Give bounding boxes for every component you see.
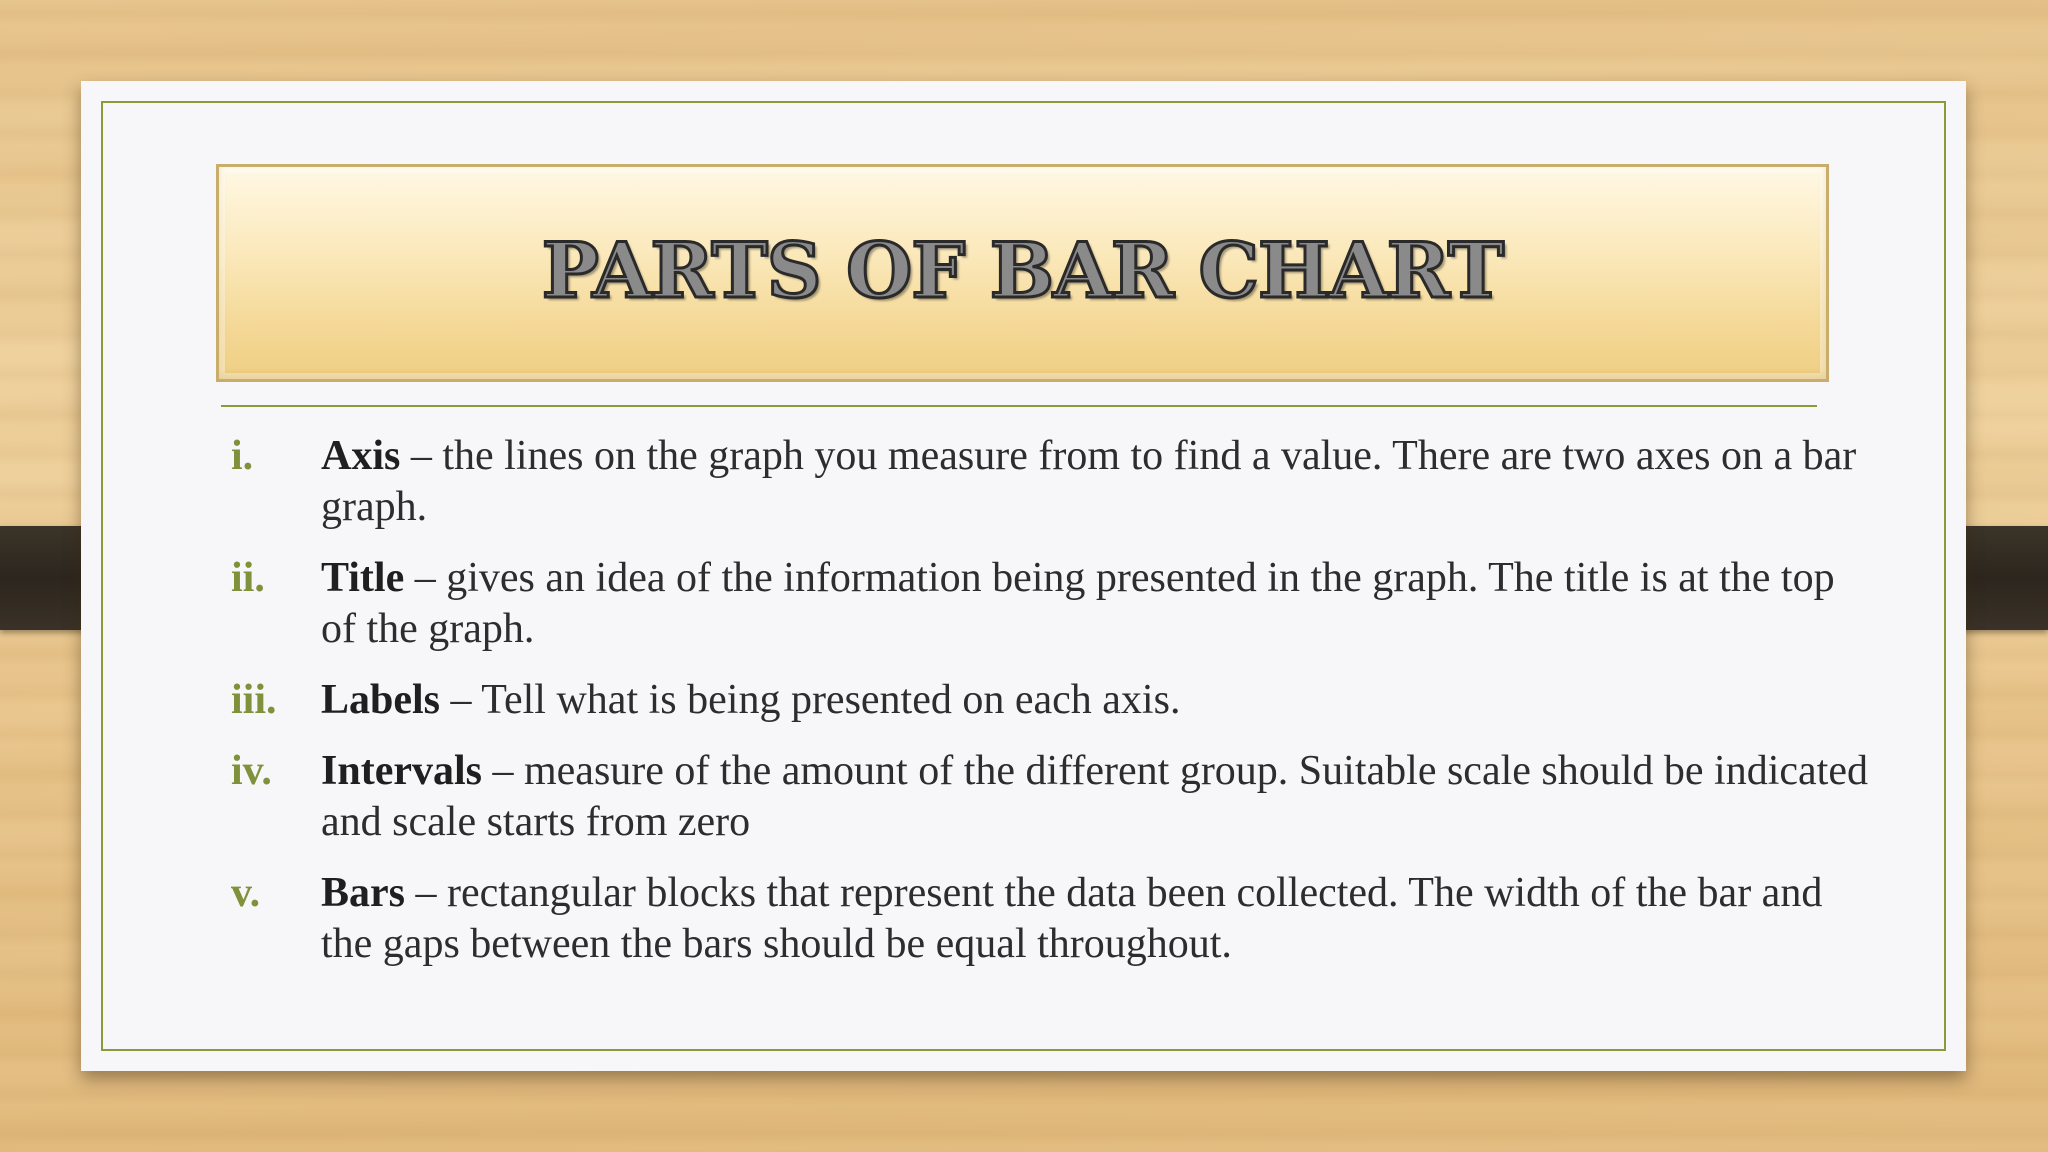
list-item-term: Bars [321,870,405,916]
list-item-body [321,553,1871,655]
bullet-list [231,431,1871,990]
slide-title: PARTS OF BAR CHART [541,225,1504,315]
list-item-term: Labels [321,677,441,723]
list-item-term: Title [321,555,405,601]
list-item-text: – Tell what is being presented on each axis. [440,677,1181,723]
list-item-number: v. [231,870,261,916]
list-item-term: Intervals [321,748,482,794]
list-item-body [321,868,1871,970]
list-item [231,675,1871,726]
list-item-text: – measure of the amount of the different group. Suitable scale should be indicated and scale starts from zero [321,748,1868,845]
list-item-text: – the lines on the graph you measure from to find a value. There are two axes on a bar graph. [321,433,1857,530]
list-item [231,868,1871,970]
list-item-body [321,431,1871,533]
list-item [231,431,1871,533]
list-item-text: – rectangular blocks that represent the data been collected. The width of the bar and the gaps between the bars should be equal throughout. [321,870,1823,967]
title-banner [216,164,1829,382]
slide-card [81,81,1966,1071]
list-item-term: Axis [321,433,401,479]
list-item-number: iii. [231,677,277,723]
list-item-number: i. [231,433,254,479]
list-item [231,553,1871,655]
list-item [231,746,1871,848]
title-divider [221,405,1817,407]
list-item-number: iv. [231,748,272,794]
list-item-body [321,746,1871,848]
list-item-body [321,675,1180,726]
list-item-number: ii. [231,555,265,601]
list-item-text: – gives an idea of the information being presented in the graph. The title is at the top of the graph. [321,555,1835,652]
